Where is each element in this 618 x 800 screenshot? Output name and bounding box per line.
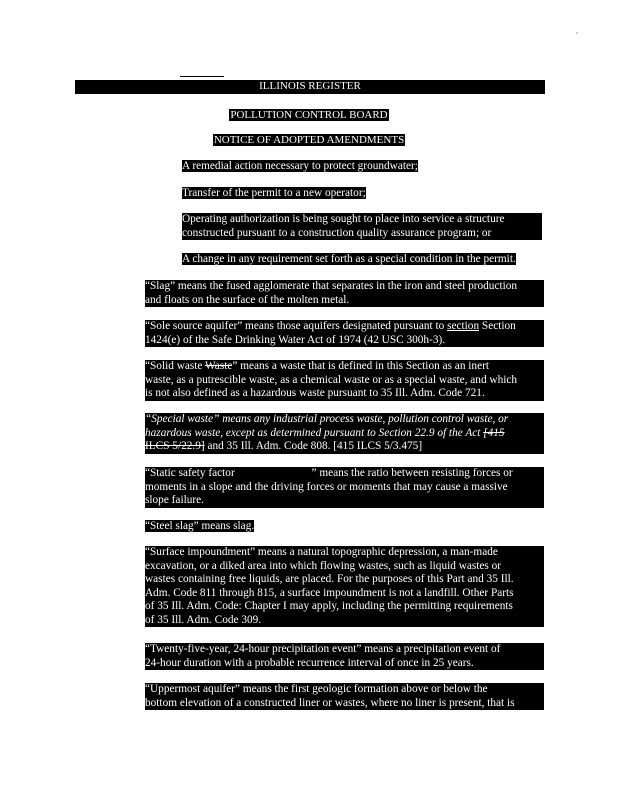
- scan-speck: [576, 32, 578, 34]
- list-item: A change in any requirement set forth as a special condition in the permit.: [182, 253, 516, 265]
- header-overline: [180, 76, 224, 77]
- definition-twenty-five-year-event: “Twenty-five-year, 24-hour precipitation event” means a precipitation event of 24-hour duration with a probable recurrence interval of once in 25 years.: [145, 643, 544, 670]
- definition-surface-impoundment: “Surface impoundment” means a natural topographic depression, a man-made excavation, or a diked area into which flowing wastes, such as liquid wastes or wastes containing free liquids, are placed. For the purposes of this Part and 35 Ill. Adm. Code 811 through 815, a surface impoundment is not a landfill. Other Parts of 35 Ill. Adm. Code: Chapter I may apply, including the permitting requirements of 35 Ill. Adm. Code 309.: [145, 546, 544, 627]
- redaction-mark: [237, 469, 307, 478]
- definition-static-safety-factor: “Static safety factor ” means the ratio between resisting forces or moments in a slope and the driving forces or moments that may cause a massive slope failure.: [145, 467, 544, 508]
- register-title: ILLINOIS REGISTER: [259, 80, 361, 92]
- definition-sole-source-aquifer: “Sole source aquifer” means those aquifers designated pursuant to section Section 1424(e) of the Safe Drinking Water Act of 1974 (42 USC 300h-3).: [145, 320, 544, 347]
- notice-title: NOTICE OF ADOPTED AMENDMENTS: [213, 134, 405, 146]
- definition-slag: “Slag” means the fused agglomerate that separates in the iron and steel production and floats on the surface of the molten metal.: [145, 280, 544, 307]
- list-item: A remedial action necessary to protect groundwater;: [182, 160, 418, 172]
- definition-steel-slag: “Steel slag” means slag.: [145, 520, 255, 532]
- definition-solid-waste: “Solid waste Waste” means a waste that is defined in this Section as an inert waste, as a putrescible waste, as a chemical waste or as a special waste, and which is not also defined as a hazardous waste pursuant to 35 Ill. Adm. Code 721.: [145, 360, 544, 401]
- definition-special-waste: “Special waste” means any industrial process waste, pollution control waste, or hazardous waste, except as determined pursuant to Section 22.9 of the Act [415 ILCS 5/22.9] and 35 Ill. Adm. Code 808. [415 ILCS 5/3.475]: [145, 413, 544, 454]
- list-item: Operating authorization is being sought to place into service a structure constructed pursuant to a construction quality assurance program; or: [182, 213, 542, 240]
- board-name: POLLUTION CONTROL BOARD: [230, 109, 388, 121]
- definition-uppermost-aquifer: “Uppermost aquifer” means the first geologic formation above or below the bottom elevation of a constructed liner or wastes, where no liner is present, that is: [145, 683, 544, 710]
- list-item: Transfer of the permit to a new operator;: [182, 187, 366, 199]
